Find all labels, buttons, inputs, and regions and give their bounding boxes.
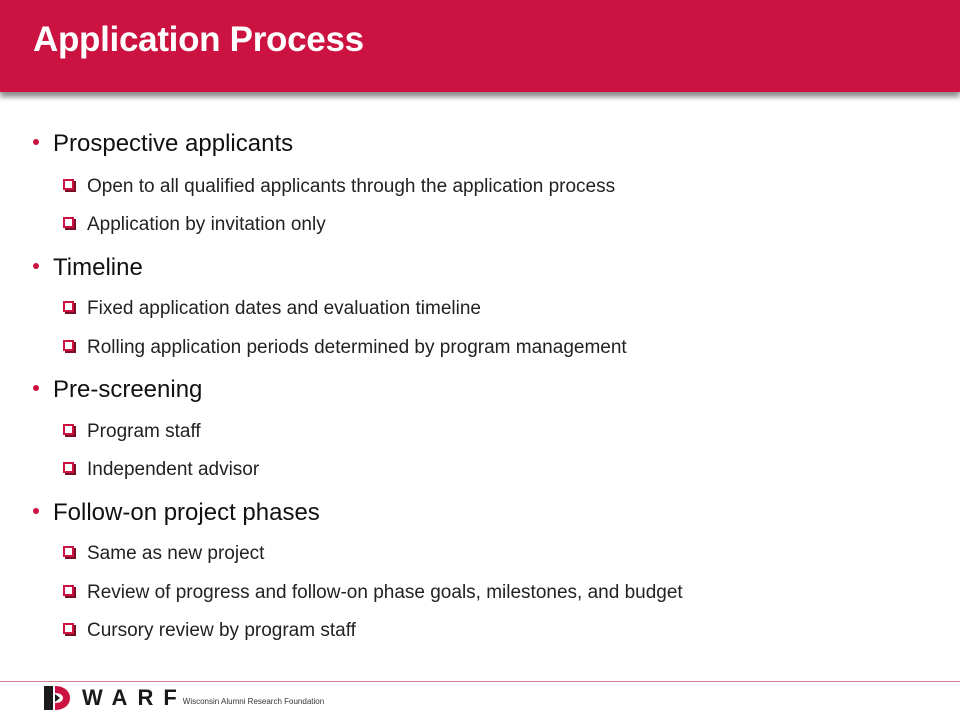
bullet-dot-icon [33,385,39,391]
list-item [63,544,264,563]
list-item [63,215,326,234]
list-item-text: Application by invitation only [87,214,326,235]
section-heading-text: Pre-screening [53,376,203,403]
slide-title: Application Process [33,20,364,59]
checkbox-bullet-icon [63,623,74,634]
bullet-dot-icon [33,508,39,514]
list-item [63,621,356,640]
list-item-text: Independent advisor [87,459,260,480]
warf-logo [44,685,324,711]
list-item-text: Program staff [87,421,201,442]
section-heading-text: Timeline [53,254,143,281]
list-item [63,460,259,479]
list-item [63,299,481,318]
section-heading [33,378,202,402]
bullet-dot-icon [33,139,39,145]
warf-logo-icon [44,686,72,710]
section-heading-text: Prospective applicants [53,130,294,157]
checkbox-bullet-icon [63,546,74,557]
bullet-dot-icon [33,263,39,269]
checkbox-bullet-icon [63,217,74,228]
section-heading [33,501,320,525]
list-item-text: Fixed application dates and evaluation timeline [87,298,481,319]
list-item [63,583,683,602]
footer-divider [0,681,960,682]
list-item-text: Cursory review by program staff [87,620,356,641]
section-heading [33,256,143,280]
checkbox-bullet-icon [63,462,74,473]
checkbox-bullet-icon [63,340,74,351]
checkbox-bullet-icon [63,424,74,435]
logo-wordmark: WARF [82,685,187,710]
checkbox-bullet-icon [63,585,74,596]
list-item-text: Same as new project [87,543,265,564]
section-heading-text: Follow-on project phases [53,499,320,526]
list-item-text: Review of progress and follow-on phase goals, milestones, and budget [87,582,683,603]
list-item-text: Rolling application periods determined by program management [87,337,627,358]
checkbox-bullet-icon [63,179,74,190]
checkbox-bullet-icon [63,301,74,312]
section-heading [33,132,293,156]
list-item [63,422,201,441]
logo-subtitle: Wisconsin Alumni Research Foundation [182,696,325,706]
list-item-text: Open to all qualified applicants through the application process [87,176,616,197]
list-item [63,177,615,196]
list-item [63,338,627,357]
